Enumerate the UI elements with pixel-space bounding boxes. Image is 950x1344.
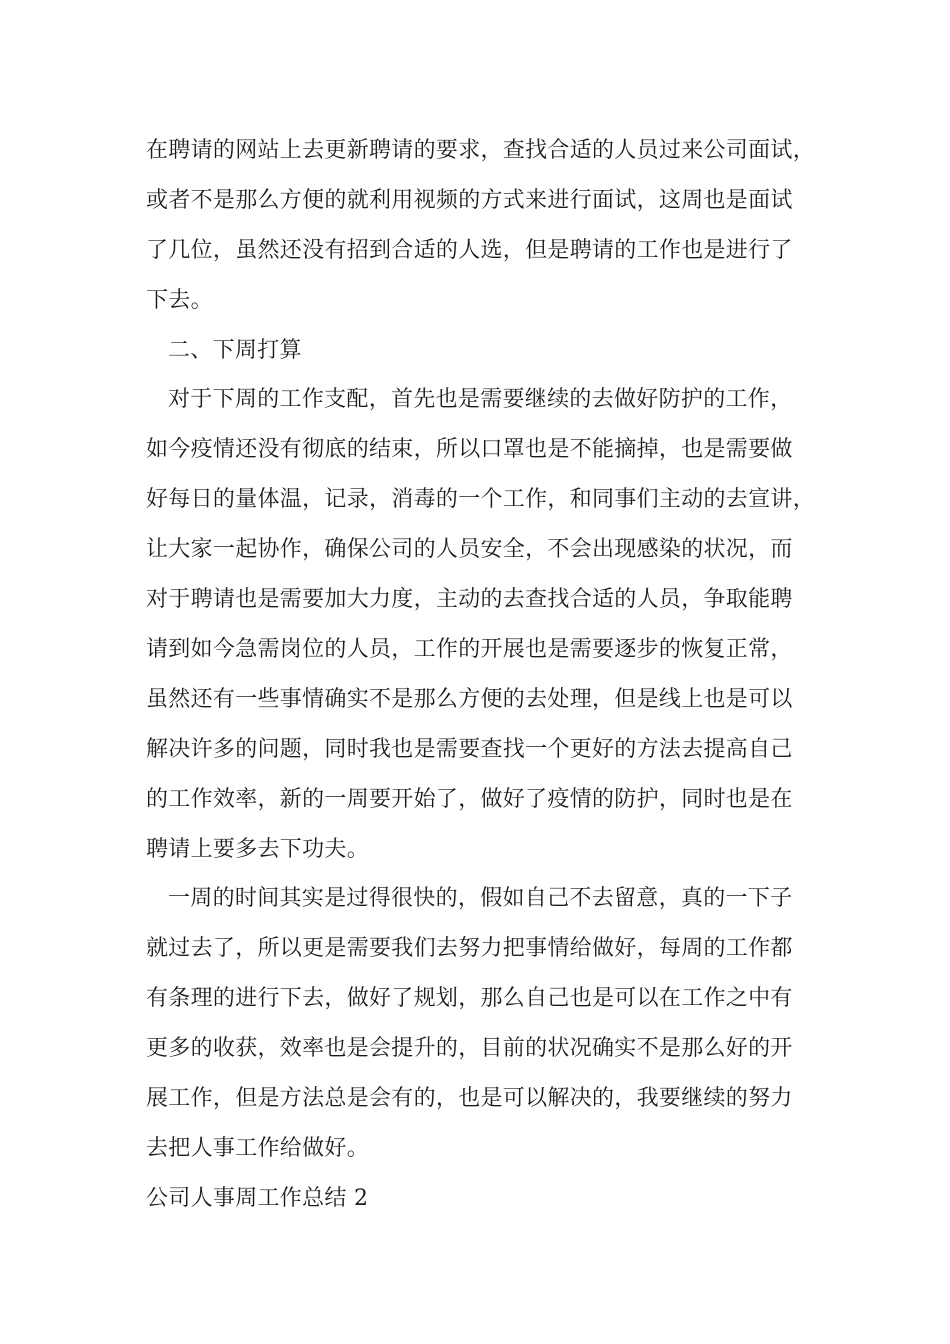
paragraph-line: 聘请上要多去下功夫。 (146, 837, 370, 862)
paragraph-line: 虽然还有一些事情确实不是那么方便的去处理，但是线上也是可以 (146, 687, 793, 712)
paragraph-line: 去把人事工作给做好。 (146, 1136, 370, 1161)
paragraph-line: 对于聘请也是需要加大力度，主动的去查找合适的人员，争取能聘 (146, 587, 793, 612)
section-heading: 二、下周打算 (168, 338, 302, 363)
section-title: 公司人事周工作总结 2 (146, 1186, 369, 1211)
paragraph-line: 好每日的量体温，记录，消毒的一个工作，和同事们主动的去宣讲， (146, 487, 816, 512)
paragraph-line: 对于下周的工作支配，首先也是需要继续的去做好防护的工作， (168, 387, 793, 412)
paragraph-line: 一周的时间其实是过得很快的，假如自己不去留意，真的一下子 (168, 886, 793, 911)
paragraph-line: 的工作效率，新的一周要开始了，做好了疫情的防护，同时也是在 (146, 787, 793, 812)
paragraph-line: 或者不是那么方便的就利用视频的方式来进行面试，这周也是面试 (146, 188, 793, 213)
paragraph-line: 下去。 (146, 288, 213, 313)
paragraph-line: 让大家一起协作，确保公司的人员安全，不会出现感染的状况，而 (146, 537, 793, 562)
paragraph-line: 展工作，但是方法总是会有的，也是可以解决的，我要继续的努力 (146, 1086, 793, 1111)
paragraph-line: 了几位，虽然还没有招到合适的人选，但是聘请的工作也是进行了 (146, 238, 793, 263)
paragraph-line: 如今疫情还没有彻底的结束，所以口罩也是不能摘掉，也是需要做 (146, 437, 793, 462)
paragraph-line: 在聘请的网站上去更新聘请的要求，查找合适的人员过来公司面试， (146, 138, 816, 163)
paragraph-line: 请到如今急需岗位的人员，工作的开展也是需要逐步的恢复正常， (146, 637, 793, 662)
paragraph-line: 解决许多的问题，同时我也是需要查找一个更好的方法去提高自己 (146, 737, 793, 762)
paragraph-line: 就过去了，所以更是需要我们去努力把事情给做好，每周的工作都 (146, 936, 793, 961)
paragraph-line: 更多的收获，效率也是会提升的，目前的状况确实不是那么好的开 (146, 1036, 793, 1061)
paragraph-line: 有条理的进行下去，做好了规划，那么自己也是可以在工作之中有 (146, 986, 793, 1011)
